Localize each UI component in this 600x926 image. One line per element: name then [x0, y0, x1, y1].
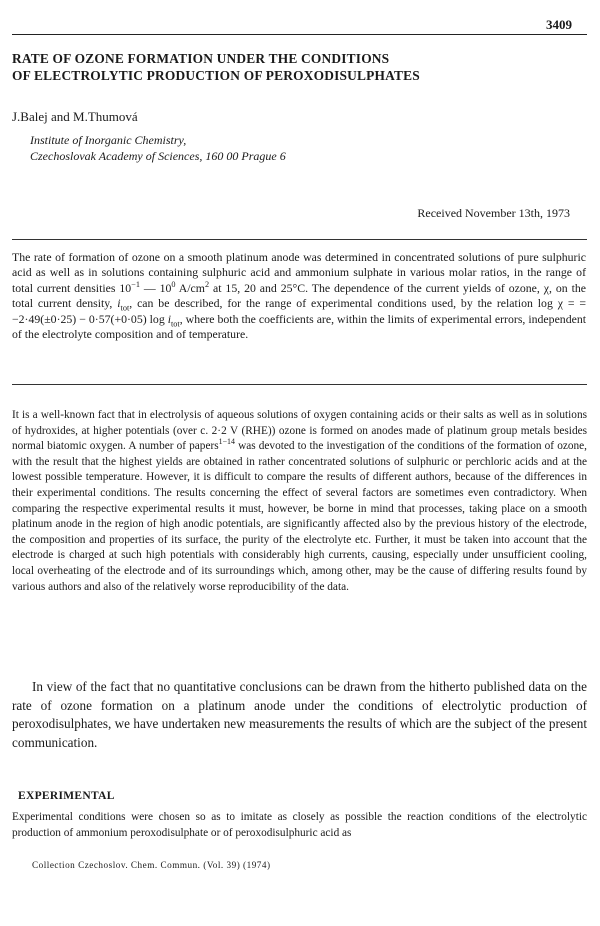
abstract-text-3: A/cm	[175, 280, 205, 295]
abstract-bottom-rule	[12, 384, 587, 385]
abstract-text-6: , where both the coefficients are, within the limits of experimental errors, independent of the electrolyte composition and of temperature.	[12, 311, 587, 342]
title-line-2: OF ELECTROLYTIC PRODUCTION OF PEROXODISULPHATES	[12, 68, 420, 83]
title-line-1: RATE OF OZONE FORMATION UNDER THE CONDITIONS	[12, 51, 390, 66]
current-density-symbol: i	[117, 296, 121, 311]
aim-paragraph: In view of the fact that no quantitative conclusions can be drawn from the hitherto published data on the rate of ozone formation on a platinum anode under the conditions of electrolytic production of peroxodisulphates, we have undertaken new measurements the results of which are the subject of the present communication.	[12, 679, 587, 750]
intro-paragraph	[12, 408, 587, 595]
intro-text-2: was devoted to the investigation of the conditions of the formation of ozone, with the result that the highest yields are obtained in rather concentrated solutions of sulphuric or perchloric acids and at the lowest possible temperature. However, it is difficult to compare the results of different authors, because of the differences in their experimental conditions. The results concerning the effect of several factors are sometimes even contradictory. When comparing the respective experimental results it must, however, be borne in mind that processes, taking place on a smooth platinum anode in the region of high anodic potentials, are significantly affected also by the previous history of the electrode, the composition and properties of its surface, the purity of the electrolyte etc. Further, it must be taken into account that the electrode is charged at such high potentials with considerably high currents, causing, especially under unsufficient cooling, local overheating of the electrode and of its surroundings which, among other, may be the cause of differing results found by various authors and also of the relatively worse reproducibility of the data.	[12, 440, 587, 593]
experimental-paragraph: Experimental conditions were chosen so as to imitate as closely as possible the reaction conditions of the electrolytic production of ammonium peroxodisulphate or of peroxodisulphuric acid as	[12, 811, 587, 839]
exponent: 2	[204, 279, 210, 289]
intro-text-1: It is a well-known fact that in electrolysis of aqueous solutions of oxygen containing acids or their salts as well as in solutions of hydroxides, at higher potentials (over c. 2·2 V (RHE)) ozone is formed on anodes made of platinum group metals besides normal biatomic oxygen. A number of papers	[12, 409, 587, 453]
abstract-top-rule	[12, 239, 587, 240]
abstract-text-2: — 10	[139, 280, 172, 295]
exponent: −1	[131, 279, 140, 289]
affiliation	[30, 132, 286, 164]
section-heading: EXPERIMENTAL	[18, 790, 115, 802]
reference-citation: 1−14	[218, 437, 235, 447]
affiliation-line-1: Institute of Inorganic Chemistry,	[30, 133, 187, 147]
received-date: Received November 13th, 1973	[417, 206, 570, 220]
affiliation-line-2: Czechoslovak Academy of Sciences, 160 00 Prague 6	[30, 149, 286, 163]
article-title	[12, 50, 587, 84]
top-rule	[12, 34, 587, 35]
exponent: 0	[171, 279, 176, 289]
abstract-text-5: , can be described, for the range of experimental conditions used, by the relation log χ = = −2·49(±0·25) − 0·57(+0·05) log	[12, 296, 586, 326]
journal-footer: Collection Czechoslov. Chem. Commun. (Vol. 39) (1974)	[32, 860, 271, 870]
authors: J.Balej and M.Thumová	[12, 109, 138, 124]
page-number: 3409	[546, 17, 572, 32]
current-density-symbol: i	[167, 311, 172, 326]
subscript-tot: tot	[171, 318, 180, 328]
abstract-text-4: at 15, 20 and 25°C. The dependence of the current yields of ozone, χ, on the total current density,	[12, 280, 586, 311]
abstract	[12, 250, 586, 342]
subscript-tot: tot	[120, 303, 130, 313]
abstract-text-1: The rate of formation of ozone on a smooth platinum anode was determined in concentrated solutions of pure sulphuric acid as well as in solutions containing sulphuric acid and ammonium sulphate in various molar ratios, in the range of total current densities 10	[12, 250, 586, 295]
